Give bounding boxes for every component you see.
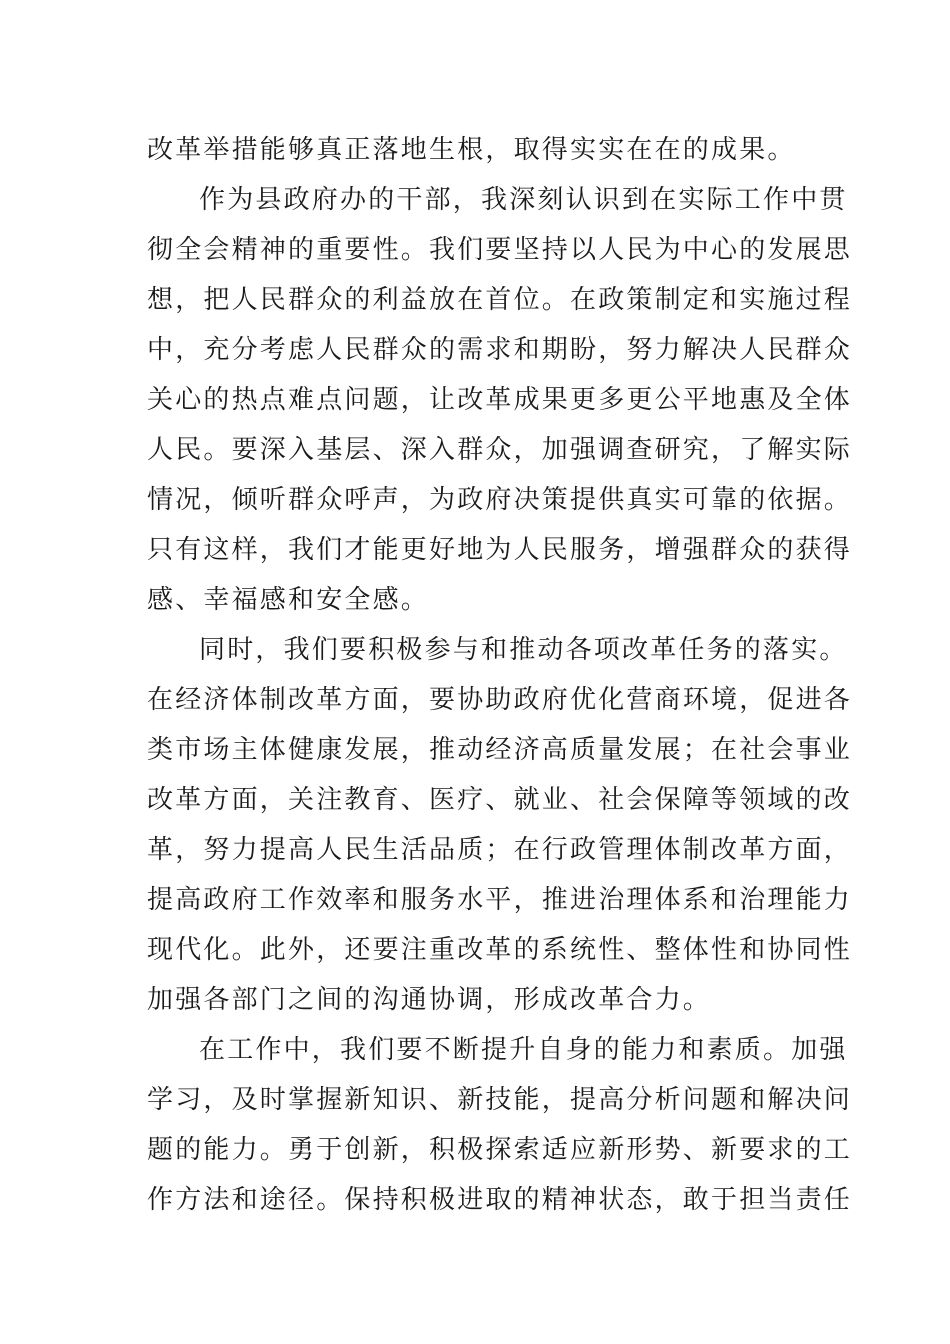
text-line: 关心的热点难点问题，让改革成果更多更公平地惠及全体 [147, 385, 853, 415]
text-line: 想，把人民群众的利益放在首位。在政策制定和实施过程 [147, 285, 853, 315]
text-line: 类市场主体健康发展，推动经济高质量发展；在社会事业 [147, 735, 853, 765]
text-line: 情况，倾听群众呼声，为政府决策提供真实可靠的依据。 [147, 485, 853, 515]
text-line: 中，充分考虑人民群众的需求和期盼，努力解决人民群众 [147, 335, 853, 365]
text-line: 加强各部门之间的沟通协调，形成改革合力。 [147, 985, 712, 1015]
text-line: 学习，及时掌握新知识、新技能，提高分析问题和解决问 [147, 1085, 853, 1115]
text-line: 提高政府工作效率和服务水平，推进治理体系和治理能力 [147, 885, 853, 915]
text-line: 作方法和途径。保持积极进取的精神状态，敢于担当责任 [147, 1185, 853, 1215]
text-line: 现代化。此外，还要注重改革的系统性、整体性和协同性 [147, 935, 853, 965]
text-line: 改革举措能够真正落地生根，取得实实在在的成果。 [147, 135, 796, 165]
paragraph-first-line: 在工作中，我们要不断提升自身的能力和素质。加强 [199, 1035, 848, 1065]
paragraph-first-line: 同时，我们要积极参与和推动各项改革任务的落实。 [199, 635, 848, 665]
text-line: 感、幸福感和安全感。 [147, 585, 430, 615]
text-line: 只有这样，我们才能更好地为人民服务，增强群众的获得 [147, 535, 853, 565]
paragraph-first-line: 作为县政府办的干部，我深刻认识到在实际工作中贯 [199, 185, 848, 215]
text-line: 彻全会精神的重要性。我们要坚持以人民为中心的发展思 [147, 235, 853, 265]
text-line: 人民。要深入基层、深入群众，加强调查研究，了解实际 [147, 435, 853, 465]
text-line: 题的能力。勇于创新，积极探索适应新形势、新要求的工 [147, 1135, 853, 1165]
text-line: 革，努力提高人民生活品质；在行政管理体制改革方面， [147, 835, 853, 865]
text-line: 改革方面，关注教育、医疗、就业、社会保障等领域的改 [147, 785, 853, 815]
text-line: 在经济体制改革方面，要协助政府优化营商环境，促进各 [147, 685, 853, 715]
